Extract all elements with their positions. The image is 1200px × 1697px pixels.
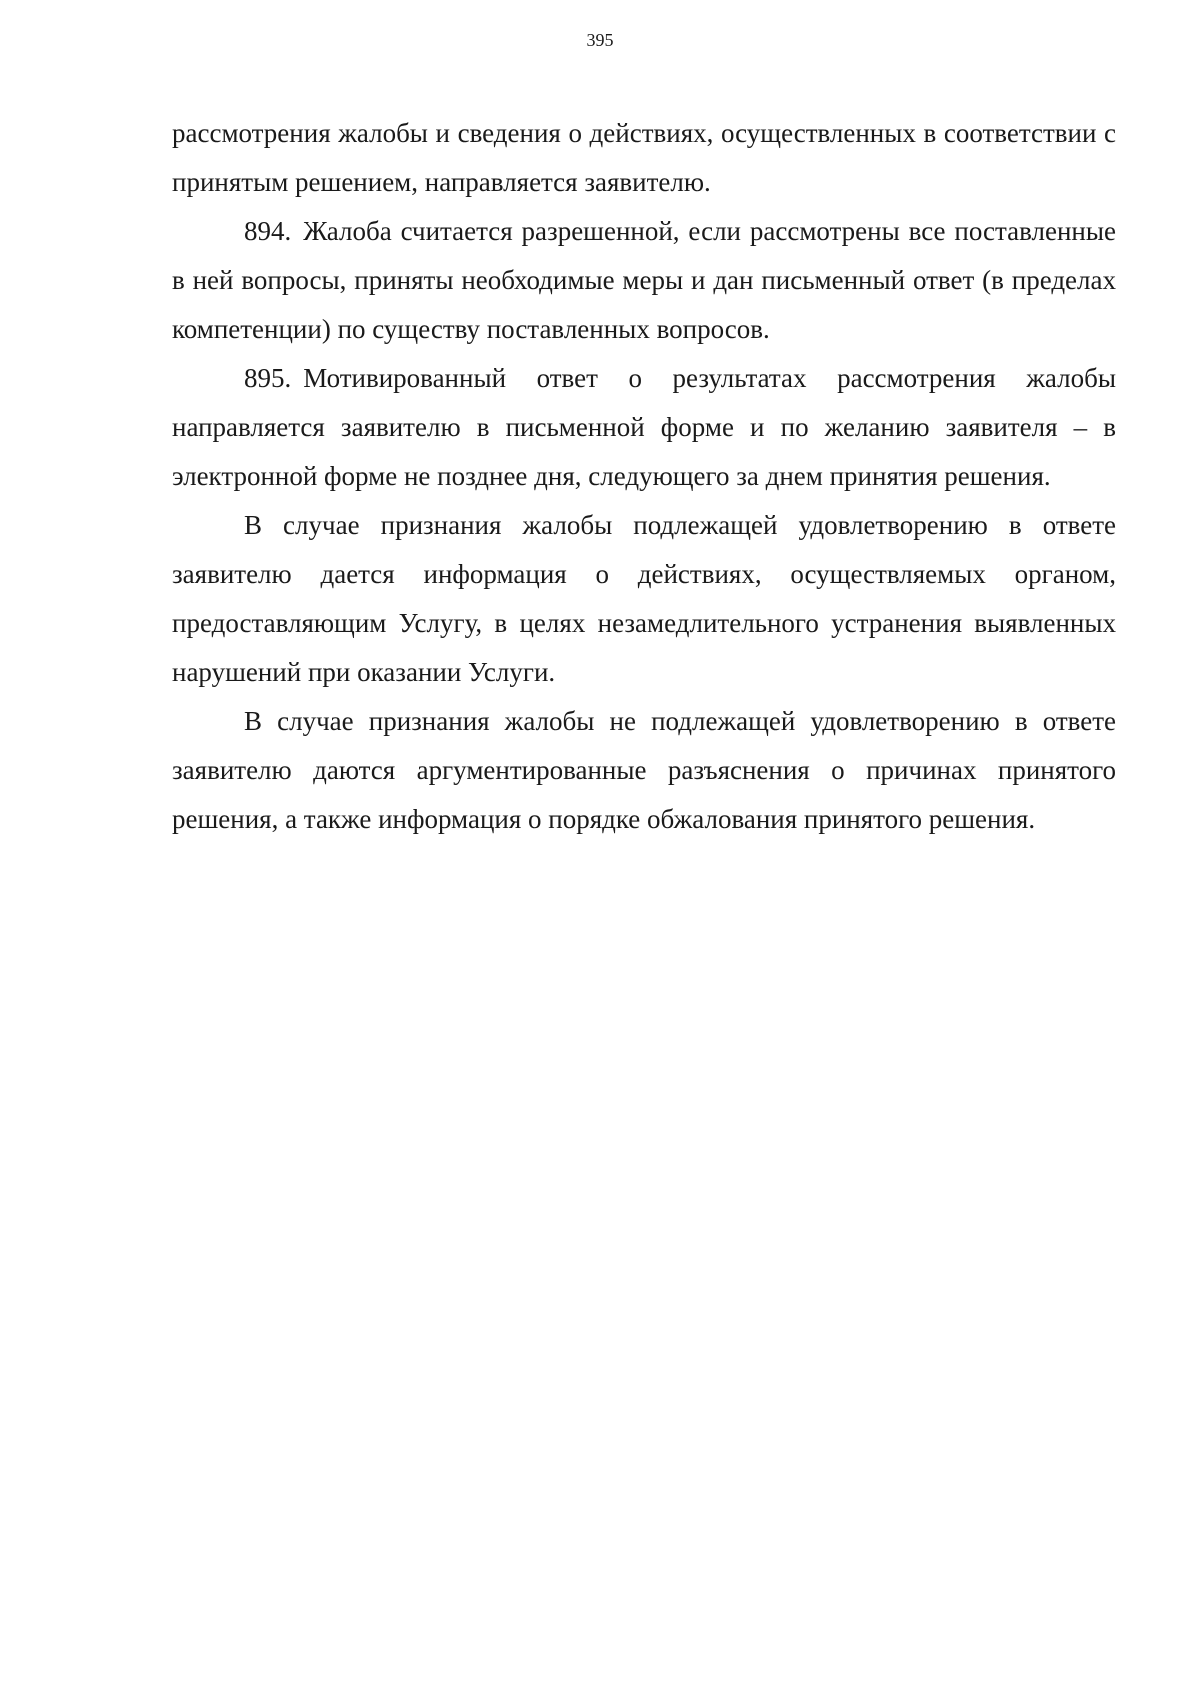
paragraph-894 [172,207,1116,354]
paragraph-number: 894. [244,216,292,246]
paragraph-text: В случае признания жалобы не подлежащей удовлетворению в ответе заявителю даются аргументированные разъяснения о причинах принятого решения, а также информация о порядке обжалования принятого решения. [172,706,1116,834]
paragraph-complaint-not-satisfied [172,697,1116,844]
document-body [172,109,1116,844]
paragraph-text: Жалоба считается разрешенной, если рассмотрены все поставленные в ней вопросы, приняты необходимые меры и дан письменный ответ (в пределах компетенции) по существу поставленных вопросов. [172,216,1116,344]
paragraph-text: В случае признания жалобы подлежащей удовлетворению в ответе заявителю дается информация о действиях, осуществляемых органом, предоставляющим Услугу, в целях незамедлительного устранения выявленных нарушений при оказании Услуги. [172,510,1116,687]
paragraph-complaint-satisfied [172,501,1116,697]
paragraph-895 [172,354,1116,501]
paragraph-text: рассмотрения жалобы и сведения о действиях, осуществленных в соответствии с принятым решением, направляется заявителю. [172,118,1116,197]
page-number: 395 [586,30,614,50]
paragraph-text: Мотивированный ответ о результатах рассмотрения жалобы направляется заявителю в письменной форме и по желанию заявителя – в электронной форме не позднее дня, следующего за днем принятия решения. [172,363,1116,491]
paragraph-continuation [172,109,1116,207]
paragraph-number: 895. [244,363,292,393]
